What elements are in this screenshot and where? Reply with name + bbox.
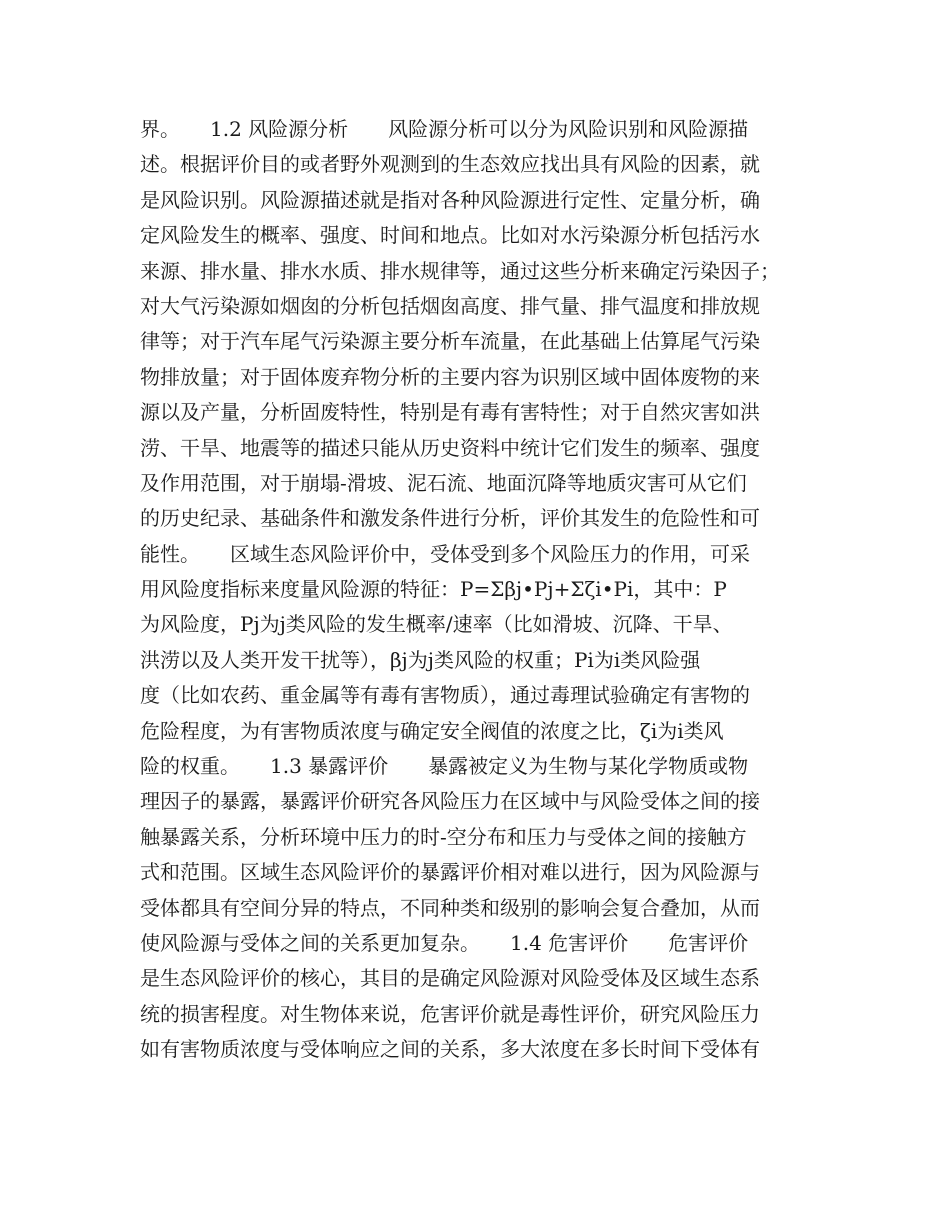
text-line: 能性。 区域生态风险评价中，受体受到多个风险压力的作用，可采 — [140, 541, 750, 566]
text-line: 述。根据评价目的或者野外观测到的生态效应找出具有风险的因素，就 — [140, 152, 760, 177]
text-line: 及作用范围，对于崩塌-滑坡、泥石流、地面沉降等地质灾害可从它们 — [140, 470, 747, 495]
text-line: 为风险度，Pj为j类风险的发生概率/速率（比如滑坡、沉降、干旱、 — [140, 612, 733, 637]
text-line: 对大气污染源如烟囱的分析包括烟囱高度、排气量、排气温度和排放规 — [140, 293, 760, 318]
text-line: 定风险发生的概率、强度、时间和地点。比如对水污染源分析包括污水 — [140, 223, 760, 248]
body-text — [140, 112, 830, 1068]
text-line: 来源、排水量、排水水质、排水规律等，通过这些分析来确定污染因子； — [140, 258, 780, 283]
text-line: 如有害物质浓度与受体响应之间的关系，多大浓度在多长时间下受体有 — [140, 1037, 760, 1062]
text-line: 涝、干旱、地震等的描述只能从历史资料中统计它们发生的频率、强度 — [140, 435, 760, 460]
text-line: 物排放量；对于固体废弃物分析的主要内容为识别区域中固体废物的来 — [140, 364, 760, 389]
text-line: 是风险识别。风险源描述就是指对各种风险源进行定性、定量分析，确 — [140, 187, 760, 212]
text-line: 界。 1.2 风险源分析 风险源分析可以分为风险识别和风险源描 — [140, 117, 749, 141]
text-line: 源以及产量，分析固废特性，特别是有毒有害特性；对于自然灾害如洪 — [140, 400, 760, 425]
text-line: 洪涝以及人类开发干扰等），βj为j类风险的权重；Pi为i类风险强 — [140, 647, 701, 672]
text-line: 使风险源与受体之间的关系更加复杂。 1.4 危害评价 危害评价 — [140, 930, 749, 955]
text-line: 统的损害程度。对生物体来说，危害评价就是毒性评价，研究风险压力 — [140, 1001, 760, 1026]
text-line: 理因子的暴露，暴露评价研究各风险压力在区域中与风险受体之间的接 — [140, 789, 760, 814]
text-line: 度（比如农药、重金属等有毒有害物质），通过毒理试验确定有害物的 — [140, 683, 750, 708]
text-line: 律等；对于汽车尾气污染源主要分析车流量，在此基础上估算尾气污染 — [140, 329, 760, 354]
text-line: 式和范围。区域生态风险评价的暴露评价相对难以进行，因为风险源与 — [140, 860, 760, 885]
text-line: 是生态风险评价的核心，其目的是确定风险源对风险受体及区域生态系 — [140, 966, 760, 991]
text-line: 触暴露关系，分析环境中压力的时-空分布和压力与受体之间的接触方 — [140, 824, 747, 849]
text-line: 受体都具有空间分异的特点，不同种类和级别的影响会复合叠加，从而 — [140, 895, 760, 920]
text-line: 危险程度，为有害物质浓度与确定安全阀值的浓度之比，ζi为i类风 — [140, 718, 724, 743]
text-line: 的历史纪录、基础条件和激发条件进行分析，评价其发生的危险性和可 — [140, 506, 760, 531]
text-line: 险的权重。 1.3 暴露评价 暴露被定义为生物与某化学物质或物 — [140, 754, 749, 779]
text-line: 用风险度指标来度量风险源的特征：P=Σβj•Pj+Σζi•Pi，其中：P — [140, 577, 727, 602]
